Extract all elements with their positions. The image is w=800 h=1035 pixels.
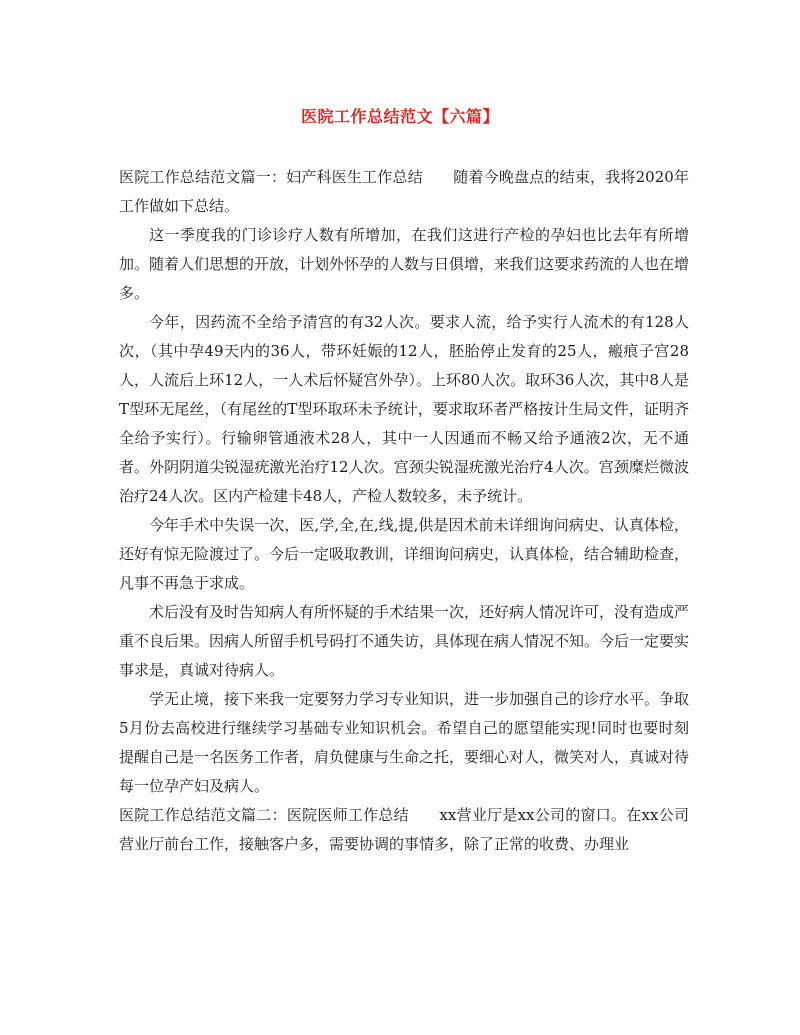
paragraph-procedure-statistics: 今年，因药流不全给予清宫的有32人次。要求人流，给予实行人流术的有128人次，（其中孕49天内的36人，带环妊娠的12人，胚胎停止发育的25人，瘢痕子宫28人，人流后上环12人，一人术后怀疑宫外孕）。上环80人次。取环36人次，其中8人是T型环无尾丝，（有尾丝的T型环取环未予统计，要求取环者严格按计生局文件，证明齐全给予实行）。行输卵管通液术28人，其中一人因通而不畅又给予通液2次，无不通者。外阴阴道尖锐湿疣激光治疗12人次。宫颈尖锐湿疣激光治疗4人次。宫颈糜烂微波治疗24人次。区内产检建卡48人，产检人数较多，未予统计。 bbox=[119, 313, 689, 505]
paragraph-section-one-heading: 医院工作总结范文篇一：妇产科医生工作总结 随着今晚盘点的结束，我将2020年工作做如下总结。 bbox=[119, 168, 689, 215]
paragraph-continued-learning: 学无止境，接下来我一定要努力学习专业知识，进一步加强自己的诊疗水平。争取5月份去高校进行继续学习基础专业知识机会。希望自己的愿望能实现!同时也要时刻提醒自己是一名医务工作者，肩负健康与生命之托，要细心对人，微笑对人，真诚对待每一位孕产妇及病人。 bbox=[119, 690, 690, 795]
paragraph-surgical-error: 今年手术中失误一次，医,学,全,在,线,提,供是因术前未详细询问病史、认真体检，还好有惊无险渡过了。今后一定吸取教训，详细询问病史，认真体检，结合辅助检查，凡事不再急于求成。 bbox=[119, 516, 690, 592]
paragraph-section-two-heading: 医院工作总结范文篇二：医院医师工作总结 xx营业厅是xx公司的窗口。在xx公司营业厅前台工作，接触客户多，需要协调的事情多，除了正常的收费、办理业 bbox=[119, 806, 689, 853]
document-title: 医院工作总结范文【六篇】 bbox=[300, 107, 499, 126]
paragraph-outpatient-increase: 这一季度我的门诊诊疗人数有所增加，在我们这进行产检的孕妇也比去年有所增加。随着人们思想的开放，计划外怀孕的人数与日俱增，来我们这要求药流的人也在增多。 bbox=[119, 226, 690, 302]
paragraph-postop-followup: 术后没有及时告知病人有所怀疑的手术结果一次，还好病人情况许可，没有造成严重不良后果。因病人所留手机号码打不通失访，具体现在病人情况不知。今后一定要实事求是，真诚对待病人。 bbox=[119, 603, 690, 679]
document-body bbox=[119, 163, 689, 859]
